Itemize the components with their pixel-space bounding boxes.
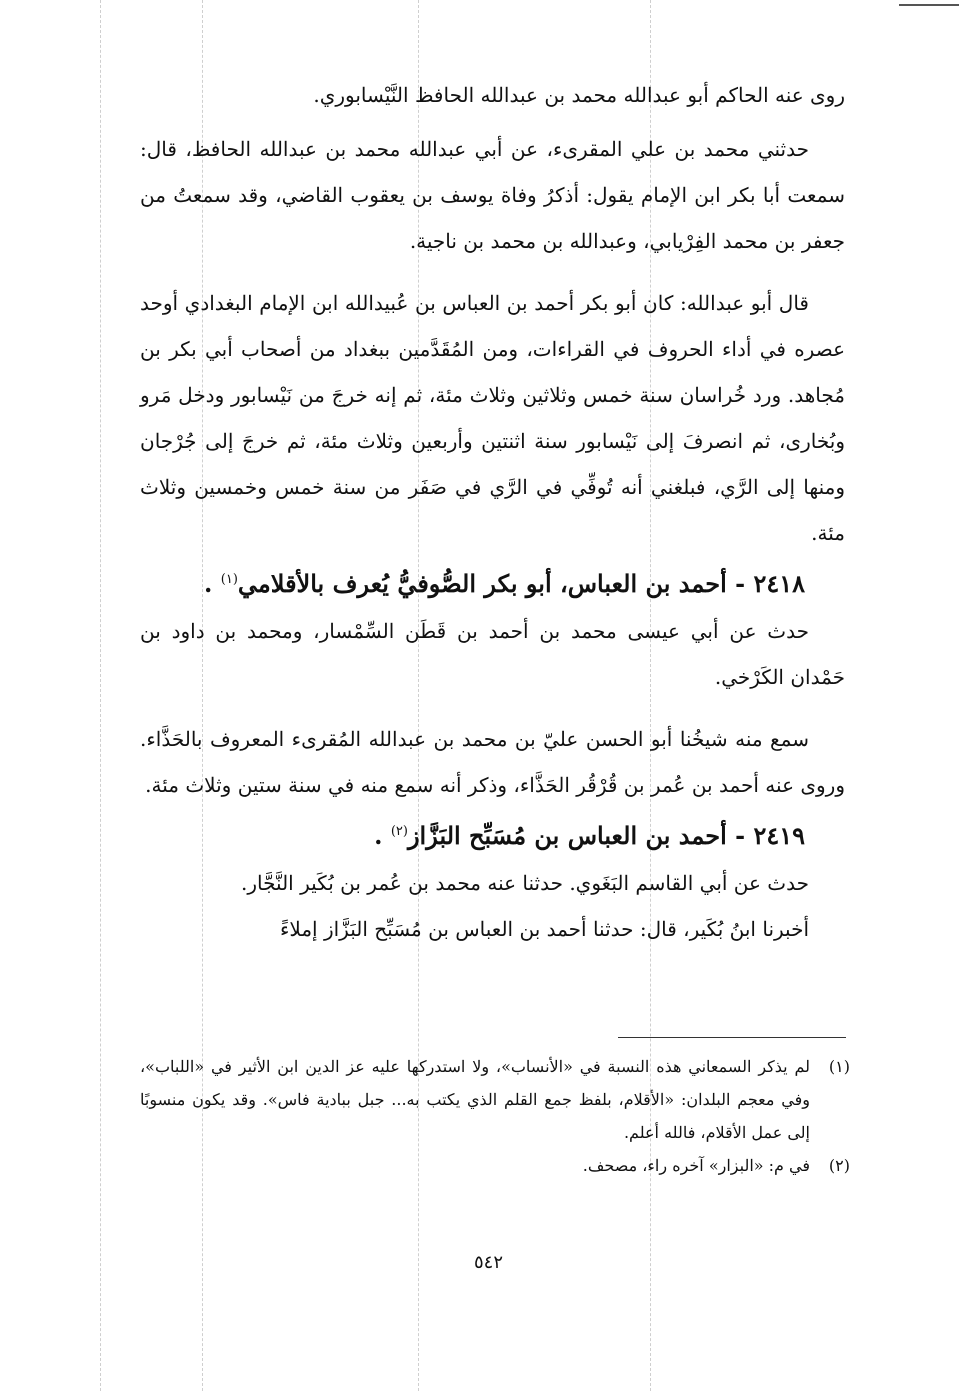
paragraph: حدثني محمد بن علي المقرىء، عن أبي عبدالله محمد بن عبدالله الحافظ، قال: سمعت أبا بكر ابن الإمام يقول: أذكرُ وفاة يوسف بن يعقوب القاضي، وقد سمعتُ من جعفر بن محمد الفِرْيابي، وعبدالله بن محمد بن ناجية. xyxy=(140,137,845,253)
footnote-number: (١) xyxy=(828,1057,850,1076)
page-number: ٥٤٢ xyxy=(473,1252,503,1273)
footnote-number: (٢) xyxy=(828,1156,850,1175)
entry-heading-text: ٢٤١٩ - أحمد بن العباس بن مُسَبِّح البَزَّاز xyxy=(407,821,805,850)
main-text xyxy=(140,72,845,952)
footnote-text: لم يذكر السمعاني هذه النسبة في «الأنساب»، ولا استدركها عليه عز الدين ابن الأثير في «اللباب»، وفي معجم البلدان: «الأقلام، بلفظ جمع القلم الذي يكتب به... جبل ببادية فاس». وقد يكون منسوبًا إلى عمل الأقلام، فالله أعلم. xyxy=(140,1057,810,1142)
paragraph: حدث عن أبي عيسى محمد بن أحمد بن قَطَن السِّمْسار، ومحمد بن داود بن حَمْدان الكَرْخي. xyxy=(140,619,845,689)
paragraph: حدث عن أبي القاسم البَغَوي. حدثنا عنه محمد بن عُمر بن بُكَير النَّجَّار. xyxy=(241,871,809,895)
footnote-separator xyxy=(618,1037,846,1038)
entry-heading: ٢٤١٨ - أحمد بن العباس، أبو بكر الصُّوفيُّ يُعرف بالأقلامي$^{(١)}$ . xyxy=(204,569,805,598)
footnote-ref: (١) xyxy=(220,572,238,587)
scan-guide-line xyxy=(100,0,101,1391)
entry-heading-text: ٢٤١٨ - أحمد بن العباس، أبو بكر الصُّوفيُّ يُعرف بالأقلامي xyxy=(237,569,805,598)
paragraph: أخبرنا ابنُ بُكَير، قال: حدثنا أحمد بن العباس بن مُسَبِّح البَزَّاز إملاءً xyxy=(280,917,809,941)
paragraph: قال أبو عبدالله: كان أبو بكر أحمد بن العباس بن عُبيدالله ابن الإمام البغدادي أوحد عصره في أداء الحروف في القراءات، ومن المُقَدَّمين ببغداد من أصحاب أبي بكر بن مُجاهد. ورد خُراسان سنة خمس وثلاثين وثلاث مئة، ثم إنه خرجَ من نَيْسابور ودخل مَرو وبُخارى، ثم انصرفَ إلى نَيْسابور سنة اثنتين وأربعين وثلاث مئة، ثم خرجَ إلى جُرْجان ومنها إلى الرَّي، فبلغني أنه تُوفِّي في الرَّي في صَفَر من سنة خمس وخمسين وثلاث مئة. xyxy=(140,291,845,545)
footnotes xyxy=(140,1050,850,1182)
top-edge-mark xyxy=(899,4,959,6)
paragraph: روى عنه الحاكم أبو عبدالله محمد بن عبدالله الحافظ النَّيْسابوري. xyxy=(313,83,845,107)
entry-heading: ٢٤١٩ - أحمد بن العباس بن مُسَبِّح البَزَّاز$^{(٢)}$ . xyxy=(374,821,805,850)
footnote-ref: (٢) xyxy=(390,824,408,839)
paragraph: سمع منه شيخُنا أبو الحسن عليّ بن محمد بن عبدالله المُقرىء المعروف بالحَذَّاء. وروى عنه أحمد بن عُمر بن قُرْقُر الحَذَّاء، وذكر أنه سمع منه في سنة ستين وثلاث مئة. xyxy=(140,727,845,797)
footnote xyxy=(140,1050,850,1149)
footnote-text: في م: «البزار» آخره راء، مصحف. xyxy=(582,1156,810,1175)
footnote xyxy=(140,1149,850,1182)
